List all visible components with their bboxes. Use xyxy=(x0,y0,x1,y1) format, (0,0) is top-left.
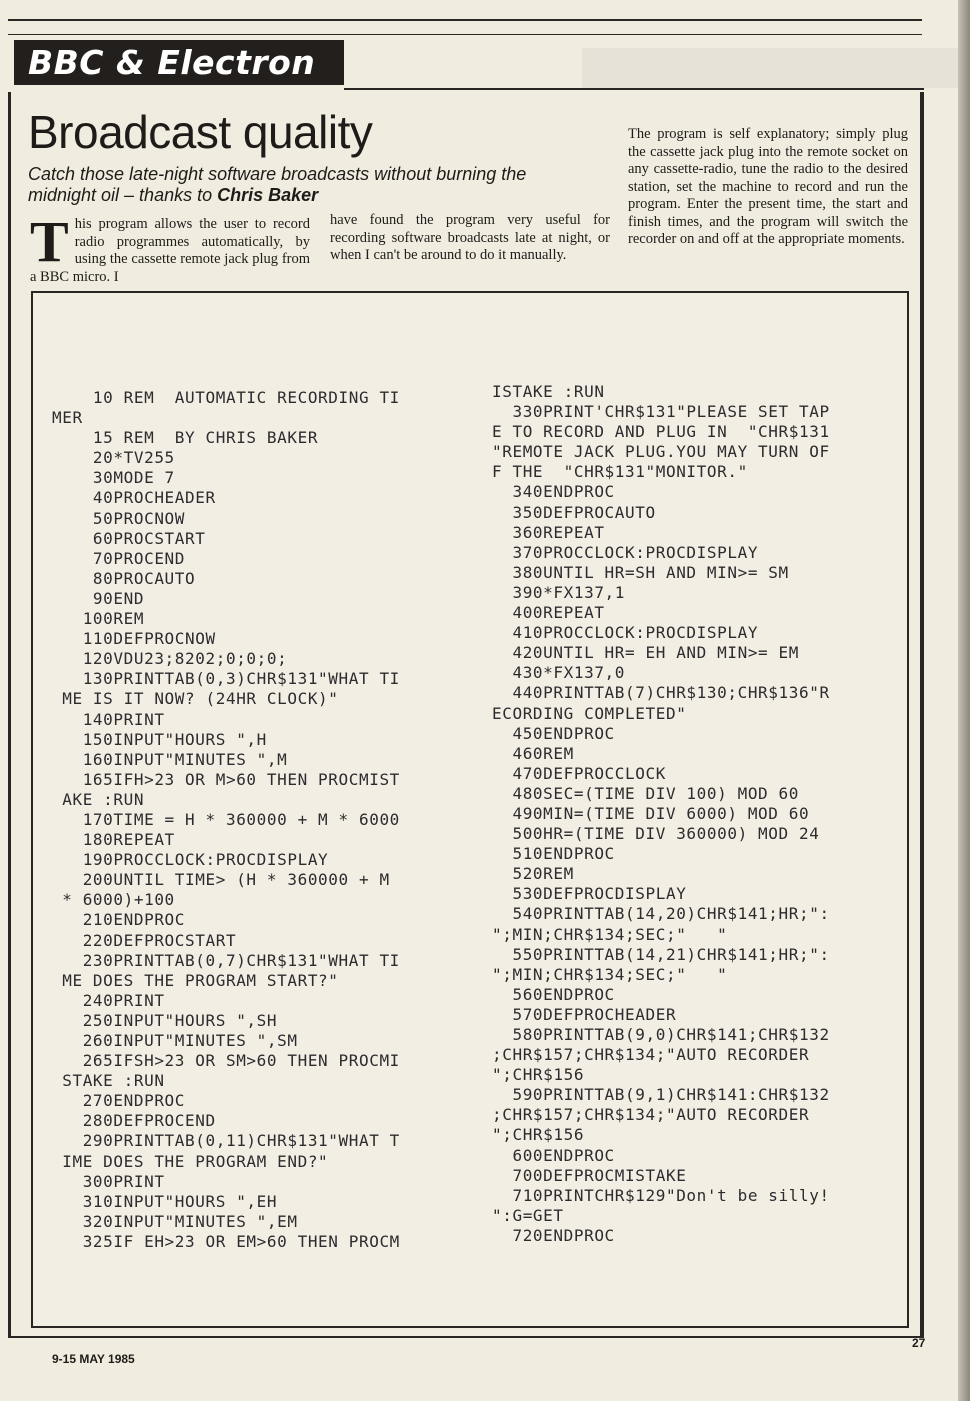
footer-rule xyxy=(8,1336,924,1338)
intro-column-1 xyxy=(30,209,310,286)
article-title: Broadcast quality xyxy=(28,106,373,158)
issue-date: 9-15 MAY 1985 xyxy=(52,1352,135,1366)
facing-page-bleed xyxy=(582,48,970,88)
header-rule xyxy=(344,88,924,90)
page-edge-shadow xyxy=(958,0,970,1401)
page-number: 27 xyxy=(912,1336,926,1350)
section-tag: BBC & Electron xyxy=(14,40,344,85)
program-listing-right: ISTAKE :RUN 330PRINT'CHR$131"PLEASE SET TAP E TO RECORD AND PLUG IN "CHR$131 "REMOTE JACK PLUG.YOU MAY TURN OF F THE "CHR$131"MONITOR." 340ENDPROC 350DEFPROCAUTO 360REPEAT 370PROCCLOCK:PROCDISPLAY 380UNTIL HR=SH AND MIN>= SM 390*FX137,1 400REPEAT 410PROCCLOCK:PROCDISPLAY 420UNTIL HR= EH AND MIN>= EM 430*FX137,0 440PRINTTAB(7)CHR$130;CHR$136"R ECORDING COMPLETED" 450ENDPROC 460REM 470DEFPROCCLOCK 480SEC=(TIME DIV 100) MOD 60 490MIN=(TIME DIV 6000) MOD 60 500HR=(TIME DIV 360000) MOD 24 510ENDPROC 520REM 530DEFPROCDISPLAY 540PRINTTAB(14,20)CHR$141;HR;": ";MIN;CHR$134;SEC;" " 550PRINTTAB(14,21)CHR$141;HR;": ";MIN;CHR$134;SEC;" " 560ENDPROC 570DEFPROCHEADER 580PRINTTAB(9,0)CHR$141;CHR$132 ;CHR$157;CHR$134;"AUTO RECORDER ";CHR$156 590PRINTTAB(9,1)CHR$141:CHR$132 ;CHR$157;CHR$134;"AUTO RECORDER ";CHR$156 600ENDPROC 700DEFPROCMISTAKE 710PRINTCHR$129"Don't be silly! ":G=GET 720ENDPROC xyxy=(492,382,830,1245)
intro-column-3: The program is self explanatory; simply plug the cassette jack plug into the remote socket on any cassette-radio, tune the radio to the desired station, set the machine to record and run the program. Enter the present time, the start and finish times, and the program will switch the recorder on and off at the appropriate moments. xyxy=(628,126,908,247)
intro-column-2: have found the program very useful for recording software broadcasts late at night, or when I can't be around to do it manually. xyxy=(330,212,610,263)
intro-text-1: his program allows the user to record radio programmes automatically, by using the cassette remote jack plug from a BBC micro. I xyxy=(30,216,310,285)
standfirst-lead: Catch those late-night software broadcasts without burning the midnight oil – thanks to xyxy=(28,164,527,205)
standfirst xyxy=(28,164,588,206)
top-rule xyxy=(8,19,922,21)
program-listing-left: 10 REM AUTOMATIC RECORDING TI MER 15 REM BY CHRIS BAKER 20*TV255 30MODE 7 40PROCHEADER 50PROCNOW 60PROCSTART 70PROCEND 80PROCAUTO 90END 100REM 110DEFPROCNOW 120VDU23;8202;0;0;0; 130PRINTTAB(0,3)CHR$131"WHAT TI ME IS IT NOW? (24HR CLOCK)" 140PRINT 150INPUT"HOURS ",H 160INPUT"MINUTES ",M 165IFH>23 OR M>60 THEN PROCMIST AKE :RUN 170TIME = H * 360000 + M * 6000 180REPEAT 190PROCCLOCK:PROCDISPLAY 200UNTIL TIME> (H * 360000 + M * 6000)+100 210ENDPROC 220DEFPROCSTART 230PRINTTAB(0,7)CHR$131"WHAT TI ME DOES THE PROGRAM START?" 240PRINT 250INPUT"HOURS ",SH 260INPUT"MINUTES ",SM 265IFSH>23 OR SM>60 THEN PROCMI STAKE :RUN 270ENDPROC 280DEFPROCEND 290PRINTTAB(0,11)CHR$131"WHAT T IME DOES THE PROGRAM END?" 300PRINT 310INPUT"HOURS ",EH 320INPUT"MINUTES ",EM 325IF EH>23 OR EM>60 THEN PROCM xyxy=(52,388,400,1251)
drop-cap: T xyxy=(30,209,69,274)
top-rule-thin xyxy=(8,34,922,35)
author-name: Chris Baker xyxy=(217,185,319,205)
